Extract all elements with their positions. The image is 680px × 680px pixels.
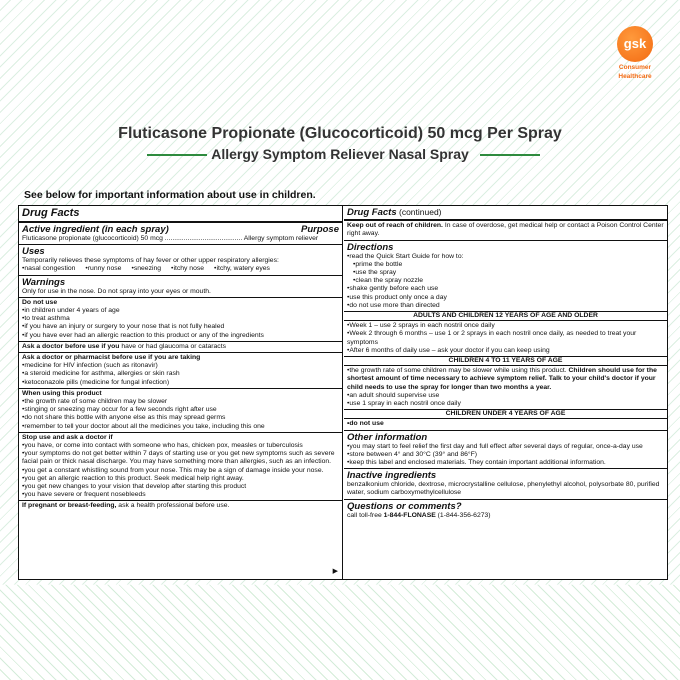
list-item: • stinging or sneezing may occur for a few seconds right after use [22, 406, 339, 414]
active-ingredient-section [19, 223, 342, 245]
adults-bar: ADULTS AND CHILDREN 12 YEARS OF AGE AND OLDER [344, 311, 667, 321]
product-title: Fluticasone Propionate (Glucocorticoid) 50 mcg Per Spray [118, 125, 562, 142]
questions-section [344, 500, 667, 521]
ask-pharmacist-section [19, 353, 342, 389]
gsk-logo-circle: gsk [617, 26, 653, 62]
intro-text: See below for important information about use in children. [24, 189, 316, 201]
logo-sub1: Consumer [618, 64, 652, 71]
list-item: • medicine for HIV infection (such as ritonavir) [22, 362, 339, 370]
list-item: • the growth rate of some children may be slower [22, 398, 339, 406]
stop-use-header: Stop use and ask a doctor if [22, 433, 113, 441]
list-item: • use this product only once a day [347, 294, 664, 302]
stop-use-section [19, 433, 342, 502]
keep-out-section [344, 221, 667, 240]
ask-doctor-rest: have or had glaucoma or cataracts [119, 342, 226, 350]
list-item: • keep this label and enclosed materials. They contain important additional information. [347, 459, 664, 467]
list-item: • remember to tell your doctor about all the medicines you take, including this one [22, 423, 339, 431]
list-item: • in children under 4 years of age [22, 307, 339, 315]
use-item: • runny nose [85, 265, 121, 272]
list-item: • clean the spray nozzle [347, 277, 664, 285]
drug-facts-continued-header: Drug Facts (continued) [344, 206, 667, 221]
pregnancy-rest: ask a health professional before use. [116, 502, 230, 510]
list-item: • you have severe or frequent nosebleeds [22, 491, 339, 499]
questions-header: Questions or comments? [347, 500, 462, 512]
keep-out-bold: Keep out of reach of children. [347, 222, 443, 230]
drug-facts-header: Drug Facts [19, 206, 342, 223]
uses-list [22, 265, 339, 273]
list-item: • ketoconazole pills (medicine for fungal infection) [22, 379, 339, 387]
uses-text: Temporarily relieves these symptoms of hay fever or other upper respiratory allergies: [22, 257, 279, 265]
pregnancy-bold: If pregnant or breast-feeding, [22, 502, 117, 510]
list-item: • use 1 spray in each nostril once daily [347, 400, 664, 408]
list-item: • to treat asthma [22, 315, 339, 323]
list-item: • After 6 months of daily use – ask your doctor if you can keep using [347, 347, 664, 355]
list-item: • you get a constant whistling sound from your nose. This may be a sign of damage inside your nose. [22, 467, 339, 475]
list-item: • you have, or come into contact with someone who has, chicken pox, measles or tuberculosis [22, 442, 339, 450]
uses-section [19, 245, 342, 275]
when-using-section [19, 389, 342, 433]
logo-sub2: Healthcare [618, 73, 652, 80]
other-info-header: Other information [347, 431, 428, 443]
list-item: • you may start to feel relief the first day and full effect after several days of regular, once-a-day use [347, 443, 664, 451]
list-item: • shake gently before each use [347, 285, 664, 293]
do-not-use-header: Do not use [22, 298, 58, 306]
green-rule-left [147, 154, 207, 156]
inactive-section [344, 469, 667, 499]
directions-header: Directions [347, 241, 394, 253]
warnings-header: Warnings [22, 276, 66, 288]
gsk-logo [612, 26, 658, 80]
list-item: • if you have ever had an allergic reaction to this product or any of the ingredients [22, 332, 339, 340]
use-item: • itchy, watery eyes [214, 265, 270, 272]
drug-facts-left-column [19, 206, 343, 579]
list-item: • do not use more than directed [347, 302, 664, 310]
purpose-header: Purpose [300, 224, 339, 235]
children-bar: CHILDREN 4 TO 11 YEARS OF AGE [344, 356, 667, 366]
list-item: • a steroid medicine for asthma, allergies or skin rash [22, 370, 339, 378]
list-item: • you get new changes to your vision that develop after starting this product [22, 483, 339, 491]
inactive-text: benzalkonium chloride, dextrose, microcrystalline cellulose, phenylethyl alcohol, polysorbate 80, purified water, sodium carboxymethylcellulose [347, 481, 660, 497]
active-ingredient-text: Fluticasone propionate (glucocorticoid) 50 mcg ......................................... Allergy symptom reliever [22, 235, 319, 242]
directions-section [344, 241, 667, 431]
list-item: • you get an allergic reaction to this product. Seek medical help right away. [22, 475, 339, 483]
drug-facts-box [18, 205, 668, 580]
list-item: • an adult should supervise use [347, 392, 664, 400]
warnings-section [19, 276, 342, 298]
active-ingredient-header: Active ingredient (in each spray) [22, 224, 169, 235]
questions-text: call toll-free 1-844-FLONASE (1-844-356-6273) [347, 511, 491, 519]
product-subtitle: Allergy Symptom Reliever Nasal Spray [211, 146, 469, 162]
inactive-header: Inactive ingredients [347, 470, 437, 482]
use-item: • nasal congestion [22, 265, 75, 272]
warnings-text: Only for use in the nose. Do not spray into your eyes or mouth. [22, 287, 211, 295]
list-item: • do not share this bottle with anyone else as this may spread germs [22, 414, 339, 422]
green-rule-right [480, 154, 540, 156]
do-not-use-section [19, 298, 342, 342]
under4-bar: CHILDREN UNDER 4 YEARS OF AGE [344, 409, 667, 419]
continue-arrow-icon: ▶ [332, 568, 338, 575]
drug-facts-right-column [344, 206, 667, 579]
list-item: • store between 4° and 30°C (39° and 86°F) [347, 451, 664, 459]
list-item: • if you have an injury or surgery to your nose that is not fully healed [22, 323, 339, 331]
ask-doctor-bold: Ask a doctor before use if you [22, 342, 120, 350]
other-info-section [344, 431, 667, 470]
keep-out-rest: In case of overdose, get medical help or contact a Poison Control Center right away. [347, 222, 664, 238]
list-item: • the growth rate of some children may be slower while using this product. Children should use for the shortest amount of time necessary to achieve symptom relief. Talk to your child's doctor if your child needs to use the spray for longer than two months a year. [347, 367, 664, 392]
list-item: • use the spray [347, 269, 664, 277]
when-using-header: When using this product [22, 389, 102, 397]
ask-pharmacist-header: Ask a doctor or pharmacist before use if you are taking [22, 354, 201, 362]
list-item: • Week 2 through 6 months – use 1 or 2 sprays in each nostril once daily, as needed to treat your symptoms [347, 330, 664, 346]
list-item: • Week 1 – use 2 sprays in each nostril once daily [347, 322, 664, 330]
use-item: • sneezing [131, 265, 161, 272]
ask-doctor-section [19, 342, 342, 353]
list-item: • your symptoms do not get better within 7 days of starting use or you get new symptoms such as severe facial pain or thick nasal discharge. You may have something more than allergies, such as an infection. [22, 450, 339, 466]
use-item: • itchy nose [171, 265, 204, 272]
list-item: • prime the bottle [347, 261, 664, 269]
list-item: • read the Quick Start Guide for how to: [347, 253, 664, 261]
uses-header: Uses [22, 246, 45, 258]
pregnancy-section [19, 501, 342, 511]
list-item: • do not use [347, 420, 664, 428]
